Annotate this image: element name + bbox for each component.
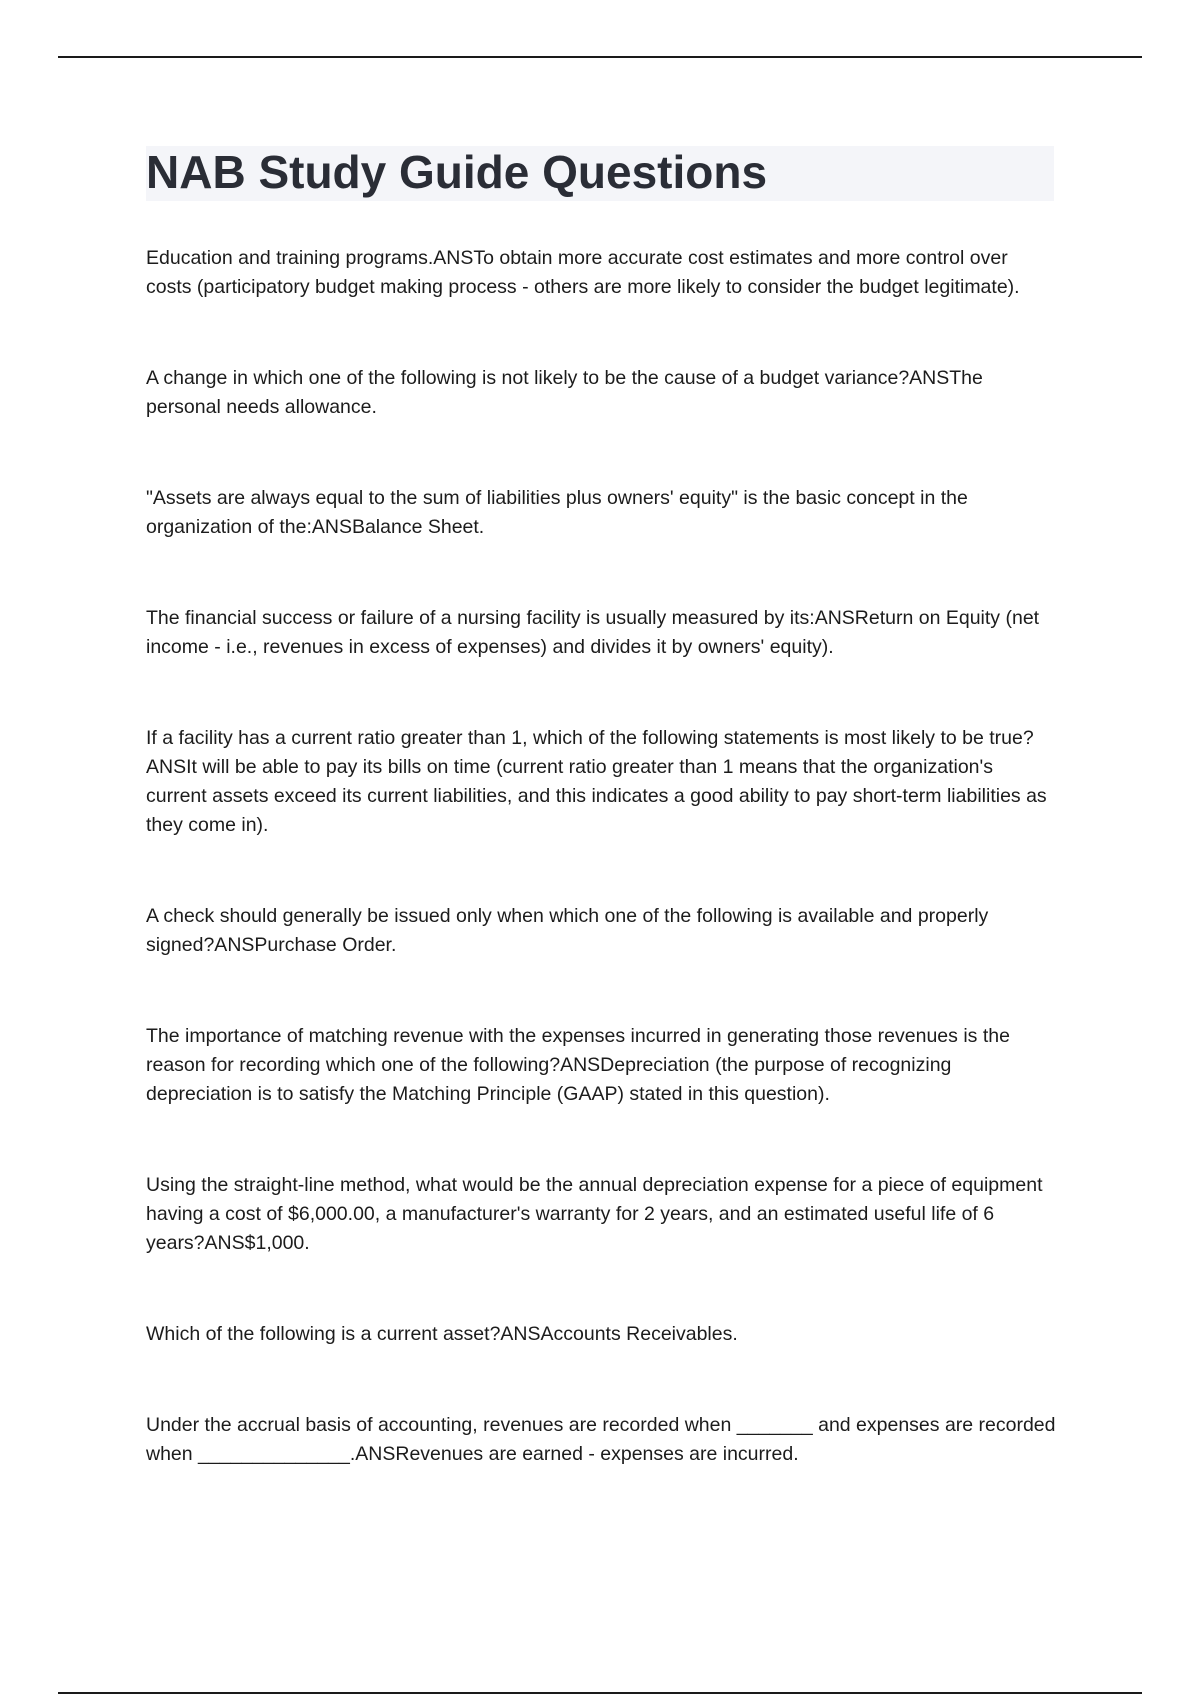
question-list	[146, 244, 1056, 1531]
qa-item-3: "Assets are always equal to the sum of liabilities plus owners' equity" is the basic concept in the organization of the:ANSBalance Sheet.	[146, 487, 968, 538]
footer-rule	[58, 1692, 1142, 1694]
qa-item-10: Under the accrual basis of accounting, revenues are recorded when _______ and expenses are recorded when ______________.ANSRevenues are earned - expenses are incurred.	[146, 1414, 1056, 1465]
document-title: NAB Study Guide Questions	[146, 146, 768, 198]
qa-item-8: Using the straight-line method, what would be the annual depreciation expense for a piece of equipment having a cost of $6,000.00, a manufacturer's warranty for 2 years, and an estimated useful life of 6 years?ANS$1,000.	[146, 1174, 1043, 1254]
header-rule	[58, 56, 1142, 58]
qa-item-9: Which of the following is a current asset?ANSAccounts Receivables.	[146, 1323, 738, 1345]
qa-item-4: The financial success or failure of a nursing facility is usually measured by its:ANSReturn on Equity (net income - i.e., revenues in excess of expenses) and divides it by owners' equity).	[146, 607, 1040, 658]
qa-item-2: A change in which one of the following is not likely to be the cause of a budget variance?ANSThe personal needs allowance.	[146, 367, 983, 418]
qa-item-5: If a facility has a current ratio greater than 1, which of the following statements is most likely to be true?ANSIt will be able to pay its bills on time (current ratio greater than 1 means that the organization's current assets exceed its current liabilities, and this indicates a good ability to pay short-term liabilities as they come in).	[146, 727, 1047, 836]
qa-item-6: A check should generally be issued only when which one of the following is available and properly signed?ANSPurchase Order.	[146, 905, 989, 956]
qa-item-1: Education and training programs.ANSTo obtain more accurate cost estimates and more control over costs (participatory budget making process - others are more likely to consider the budget legitimate).	[146, 247, 1020, 298]
qa-item-7: The importance of matching revenue with the expenses incurred in generating those revenues is the reason for recording which one of the following?ANSDepreciation (the purpose of recognizing depreciation is to satisfy the Matching Principle (GAAP) stated in this question).	[146, 1025, 1010, 1105]
